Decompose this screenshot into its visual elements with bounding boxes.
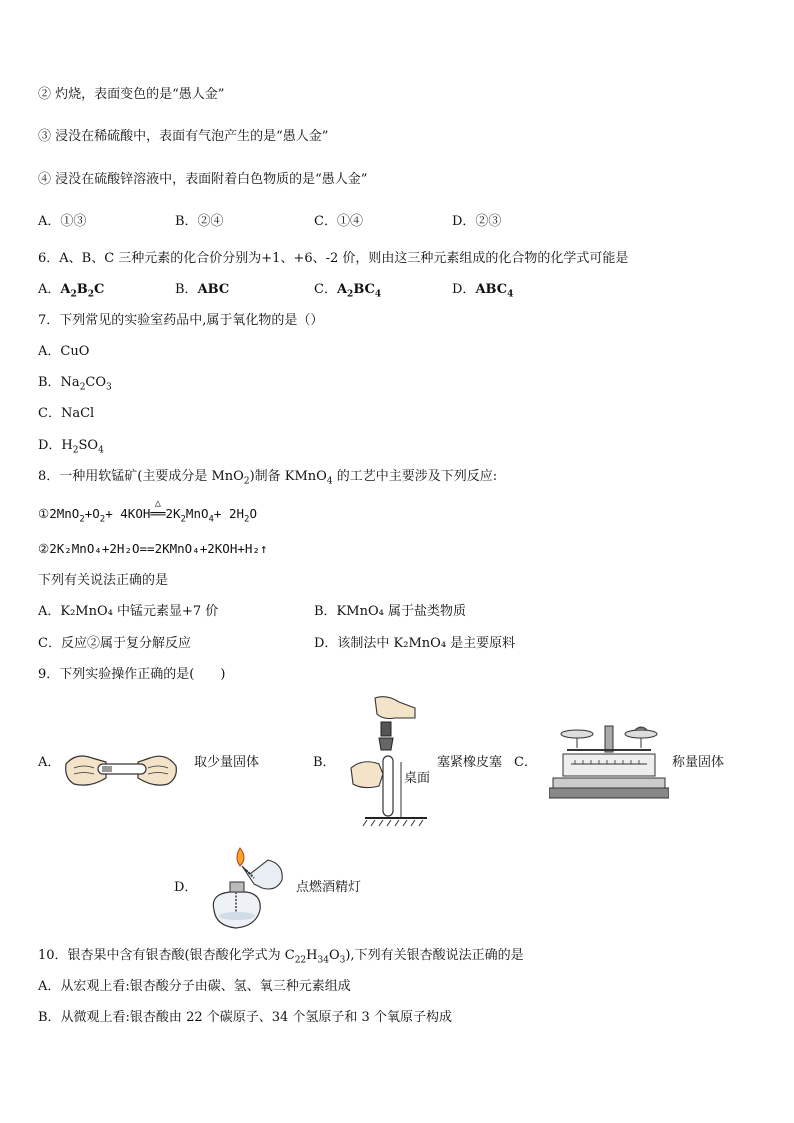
q8-option-c[interactable]: C．反应②属于复分解反应 <box>38 636 191 651</box>
q9-option-d-caption: 点燃酒精灯 <box>296 880 362 895</box>
q5-option-a[interactable]: A．①③ <box>38 214 87 229</box>
q9-stem: 9．下列实验操作正确的是( ) <box>38 667 226 682</box>
q7-option-d[interactable]: D．$H_2SO_4$ <box>38 438 104 456</box>
q6-option-d[interactable]: D．$ABC_4$ <box>452 282 514 300</box>
q8-option-b[interactable]: B．KMnO₄ 属于盐类物质 <box>314 604 466 619</box>
q8-lead: 下列有关说法正确的是 <box>38 573 169 588</box>
balance-scale-figure <box>549 722 669 800</box>
q5-option-c[interactable]: C．①④ <box>314 214 363 229</box>
q9-option-a-label[interactable]: A． <box>38 755 61 770</box>
q9-option-b-label[interactable]: B． <box>313 755 336 770</box>
q10-option-b[interactable]: B．从微观上看:银杏酸由 22 个碳原子、34 个氢原子和 3 个氧原子构成 <box>38 1010 452 1025</box>
q9-option-c-label[interactable]: C． <box>514 755 537 770</box>
alcohol-lamp-figure <box>204 844 290 932</box>
q9-option-c-caption: 称量固体 <box>672 755 725 770</box>
q8-option-d[interactable]: D．该制法中 K₂MnO₄ 是主要原料 <box>314 636 516 651</box>
heat-symbol: △ <box>154 498 161 509</box>
q10-stem: 10．银杏果中含有银杏酸(银杏酸化学式为 $C_{22}H_{34}O_3$),下列有关银杏酸说法正确的是 <box>38 948 524 966</box>
q9-option-d-label[interactable]: D． <box>174 880 198 895</box>
q8-option-a[interactable]: A．K₂MnO₄ 中锰元素显+7 价 <box>38 604 219 619</box>
q5-item-2: ② 灼烧，表面变色的是“愚人金” <box>38 87 225 102</box>
q6-stem: 6．A、B、C 三种元素的化合价分别为+1、+6、-2 价，则由这三种元素组成的化合物的化学式可能是 <box>38 251 629 266</box>
q9-option-a-caption: 取少量固体 <box>194 755 260 770</box>
q6-option-c[interactable]: C．$A_2BC_4$ <box>314 282 382 300</box>
q8-equation-1: $①2MnO_2+O_2+ 4KOH$ △ $══2K_2MnO_4+ 2H_2O$ <box>38 505 257 529</box>
q7-option-b[interactable]: B．$Na_2CO_3$ <box>38 375 112 393</box>
q6-option-a[interactable]: A．$A_2B_2C$ <box>38 282 105 300</box>
q7-option-a[interactable]: A．CuO <box>38 344 90 359</box>
q5-option-b[interactable]: B．②④ <box>175 214 224 229</box>
q9-option-b-caption: 塞紧橡皮塞 <box>437 755 503 770</box>
q6-option-b[interactable]: B．ABC <box>175 282 230 297</box>
q7-option-c[interactable]: C．NaCl <box>38 406 95 421</box>
stopper-test-tube-figure <box>343 694 435 828</box>
q9-option-b-table-label: 桌面 <box>404 771 431 786</box>
q7-stem: 7．下列常见的实验室药品中,属于氧化物的是（） <box>38 313 324 328</box>
q5-item-3: ③ 浸没在稀硫酸中，表面有气泡产生的是“愚人金” <box>38 129 329 144</box>
q5-item-4: ④ 浸没在硫酸锌溶液中，表面附着白色物质的是“愚人金” <box>38 172 368 187</box>
q10-option-a[interactable]: A．从宏观上看:银杏酸分子由碳、氢、氧三种元素组成 <box>38 979 351 994</box>
q5-option-d[interactable]: D．②③ <box>452 214 502 229</box>
hands-test-tube-figure <box>62 744 180 796</box>
q8-stem: 8．一种用软锰矿(主要成分是 MnO$_2$)制备 KMnO$_4$ 的工艺中主要涉及下列反应: <box>38 469 498 487</box>
q8-equation-2: ②2K₂MnO₄+2H₂O==2KMnO₄+2KOH+H₂↑ <box>38 541 268 556</box>
